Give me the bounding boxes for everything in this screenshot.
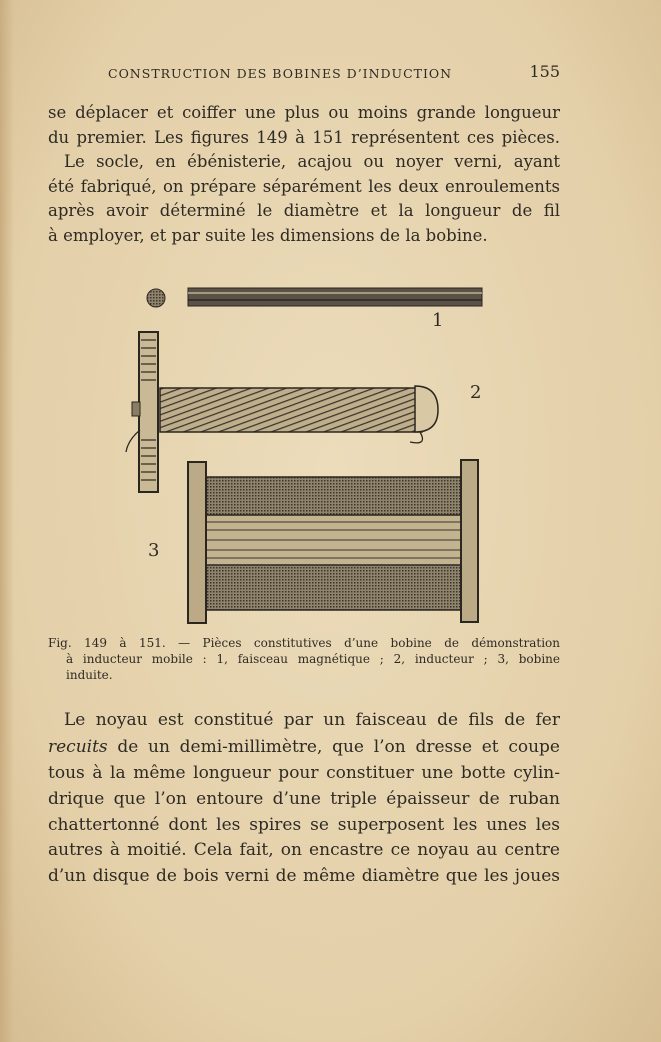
induced-coil-drawing	[188, 460, 478, 623]
figure-caption-line: Fig. 149 à 151. — Pièces constitutives d’une bobine de démonstration	[48, 636, 560, 650]
figure-caption-line: à inducteur mobile : 1, faisceau magnétique ; 2, inducteur ; 3, bobine	[66, 652, 560, 666]
magnetic-bundle-drawing	[147, 288, 482, 307]
figure-label-2: 2	[470, 382, 482, 403]
text-line: été fabriqué, on prépare séparément les deux enroulements	[48, 177, 560, 196]
text-line: chattertonné dont les spires se superposent les unes les	[48, 815, 560, 835]
figure-caption-line: induite.	[66, 668, 113, 682]
text-line: se déplacer et coiffer une plus ou moins grande longueur	[48, 103, 560, 122]
italic-term: recuits	[48, 737, 108, 757]
page-number: 155	[529, 62, 560, 81]
text-line: d’un disque de bois verni de même diamètre que les joues	[48, 866, 560, 886]
text-line: du premier. Les figures 149 à 151 représentent ces pièces.	[48, 128, 560, 147]
header-title: CONSTRUCTION DES BOBINES D’INDUCTION	[108, 66, 453, 81]
text-line: Le socle, en ébénisterie, acajou ou noyer verni, ayant	[64, 152, 560, 171]
inductor-drawing	[126, 332, 438, 492]
figure-label-1: 1	[432, 310, 444, 331]
text-line: tous à la même longueur pour constituer une botte cylin-	[48, 763, 560, 783]
text-line: après avoir déterminé le diamètre et la longueur de fil	[48, 201, 560, 220]
text-line: drique que l’on entoure d’une triple épaisseur de ruban	[48, 789, 560, 809]
figure-label-3: 3	[148, 540, 160, 561]
text-line	[48, 737, 560, 757]
text-line: Le noyau est constitué par un faisceau de fils de fer	[64, 710, 560, 730]
text-line: à employer, et par suite les dimensions de la bobine.	[48, 226, 488, 245]
text-span: de un demi-millimètre, que l’on dresse et coupe	[107, 737, 560, 757]
text-line: autres à moitié. Cela fait, on encastre ce noyau au centre	[48, 840, 560, 860]
